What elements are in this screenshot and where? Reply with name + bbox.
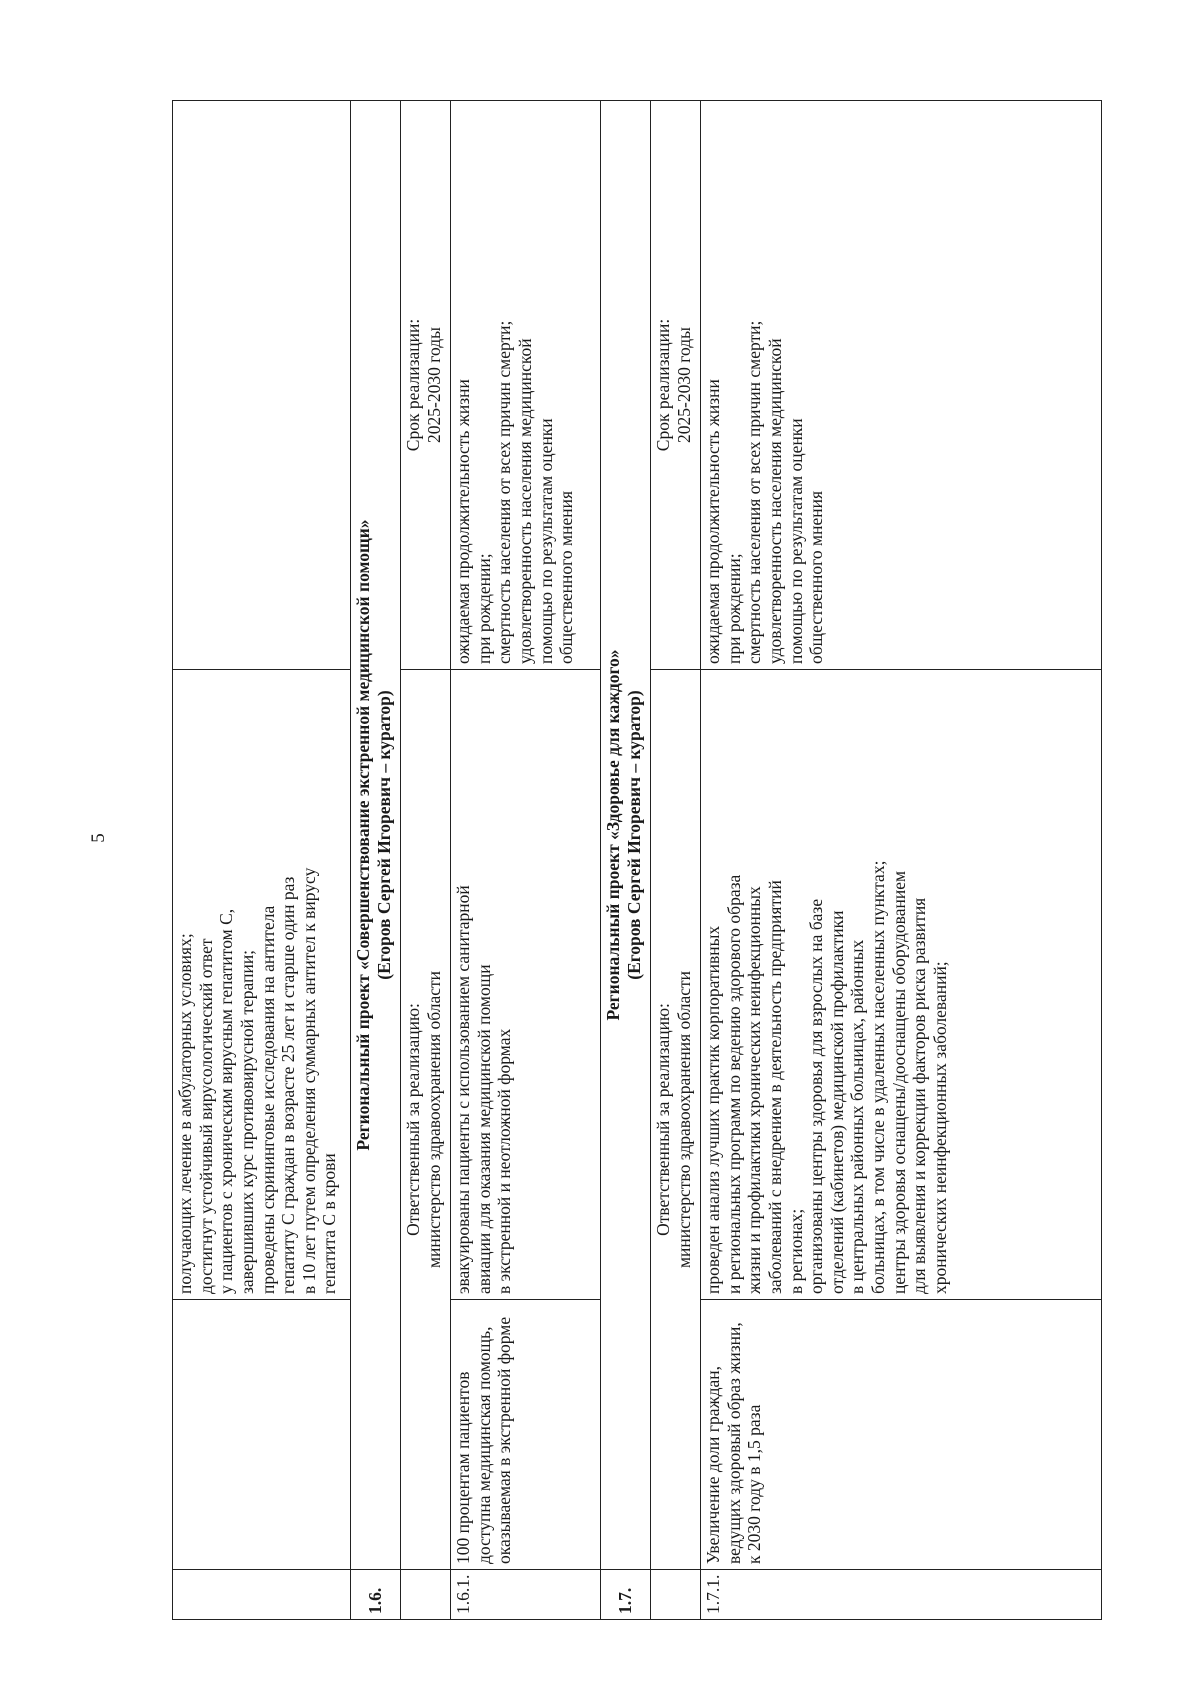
results-cell — [451, 670, 601, 1300]
text-line: хронических неинфекционных заболеваний; — [930, 961, 951, 1294]
indicators-cell — [451, 101, 601, 670]
indicators-cell — [173, 101, 351, 670]
text-line: ведущих здоровый образ жизни, — [723, 1322, 744, 1564]
text-line: достигнут устойчивый вирусологический ответ — [195, 938, 216, 1294]
text-line: к 2030 году в 1,5 раза — [744, 1404, 765, 1564]
task-number: 1.6.1. — [451, 1570, 601, 1620]
responsible-cell — [651, 670, 701, 1570]
text-line: больницах, в том числе в удаленных населенных пунктах; — [868, 860, 889, 1294]
text-line: гепатиту С граждан в возрасте 25 лет и старше один раз — [278, 876, 299, 1294]
text-line: в 10 лет путем определения суммарных антител к вирусу — [298, 867, 319, 1294]
project-title: Региональный проект «Совершенствование экстренной медицинской помощи» — [353, 519, 373, 1151]
text-line: и региональных программ по ведению здорового образа — [723, 874, 744, 1294]
section-number: 1.7. — [601, 1570, 651, 1620]
text-line: жизни и профилактики хронических неинфекционных — [744, 886, 765, 1294]
term-value: 2025-2030 годы — [673, 327, 694, 443]
text-line: в экстренной и неотложной формах — [494, 1028, 515, 1294]
text-line: в центральных районных больницах, районных — [847, 939, 868, 1294]
text-line: оказываемая в экстренной форме — [494, 1316, 515, 1564]
responsible-label: Ответственный за реализацию: — [653, 1003, 673, 1236]
text-line: Увеличение доли граждан, — [703, 1366, 723, 1564]
text-line: 100 процентам пациентов — [453, 1371, 473, 1564]
responsible-value: министерство здравоохранения области — [423, 970, 444, 1269]
text-line: для выявления и коррекции факторов риска развития — [909, 897, 930, 1294]
term-label: Срок реализации: — [403, 318, 423, 452]
text-line: доступна медицинская помощь, — [473, 1326, 494, 1564]
goal-cell — [701, 1300, 1102, 1570]
term-label: Срок реализации: — [653, 318, 673, 452]
section-number: 1.6. — [351, 1570, 401, 1620]
measures-table — [172, 100, 1102, 1620]
table-row — [401, 101, 451, 1620]
text-line: в регионах; — [785, 1208, 806, 1294]
text-line: организованы центры здоровья для взрослых на базе — [806, 898, 827, 1294]
term-cell — [651, 101, 701, 670]
page-number: 5 — [88, 833, 109, 843]
results-cell — [173, 670, 351, 1300]
text-line: эвакуированы пациенты с использованием санитарной — [453, 885, 473, 1294]
indicators-cell — [701, 101, 1102, 670]
number-cell — [173, 1570, 351, 1620]
rotated-table-container — [172, 100, 1102, 1620]
results-cell — [701, 670, 1102, 1300]
text-line: смертность населения от всех причин смерти; — [494, 320, 515, 664]
number-cell — [401, 1570, 451, 1620]
text-line: заболеваний с внедрением в деятельность предприятий — [764, 880, 785, 1294]
number-cell — [651, 1570, 701, 1620]
goal-cell — [451, 1300, 601, 1570]
table-row — [701, 101, 1102, 1620]
text-line: удовлетворенность населения медицинской — [514, 338, 535, 664]
text-line: завершивших курс противовирусной терапии; — [236, 949, 257, 1294]
text-line: отделений (кабинетов) медицинской профилактики — [826, 910, 847, 1294]
project-curator: (Егоров Сергей Игоревич – куратор) — [623, 690, 644, 980]
responsible-cell — [401, 670, 451, 1570]
text-line: гепатита С в крови — [319, 1153, 340, 1294]
task-number: 1.7.1. — [701, 1570, 1102, 1620]
term-value: 2025-2030 годы — [423, 327, 444, 443]
table-row — [351, 101, 401, 1620]
term-cell — [401, 101, 451, 670]
project-curator: (Егоров Сергей Игоревич – куратор) — [373, 690, 394, 980]
text-line: авиации для оказания медицинской помощи — [473, 964, 494, 1294]
text-line: при рождении; — [473, 553, 494, 664]
text-line: получающих лечение в амбулаторных условиях; — [175, 933, 195, 1294]
text-line: проведены скрининговые исследования на антитела — [257, 905, 278, 1294]
responsible-value: министерство здравоохранения области — [673, 970, 694, 1269]
text-line: помощью по результатам оценки — [785, 418, 806, 664]
responsible-label: Ответственный за реализацию: — [403, 1003, 423, 1236]
goal-cell — [173, 1300, 351, 1570]
text-line: у пациентов с хроническим вирусным гепатитом С, — [216, 908, 237, 1294]
text-line: ожидаемая продолжительность жизни — [453, 379, 473, 664]
table-row — [173, 101, 351, 1620]
text-line: при рождении; — [723, 553, 744, 664]
table-row — [601, 101, 651, 1620]
table-row — [451, 101, 601, 1620]
text-line: проведен анализ лучших практик корпоративных — [703, 925, 723, 1294]
project-heading — [601, 101, 651, 1570]
project-heading — [351, 101, 401, 1570]
text-line: смертность населения от всех причин смерти; — [744, 320, 765, 664]
table-row — [651, 101, 701, 1620]
text-line: ожидаемая продолжительность жизни — [703, 379, 723, 664]
text-line: общественного мнения — [556, 490, 577, 664]
text-line: общественного мнения — [806, 490, 827, 664]
text-line: помощью по результатам оценки — [535, 418, 556, 664]
text-line: центры здоровья оснащены/дооснащены оборудованием — [888, 870, 909, 1294]
project-title: Региональный проект «Здоровье для каждого» — [603, 649, 623, 1021]
text-line: удовлетворенность населения медицинской — [764, 338, 785, 664]
